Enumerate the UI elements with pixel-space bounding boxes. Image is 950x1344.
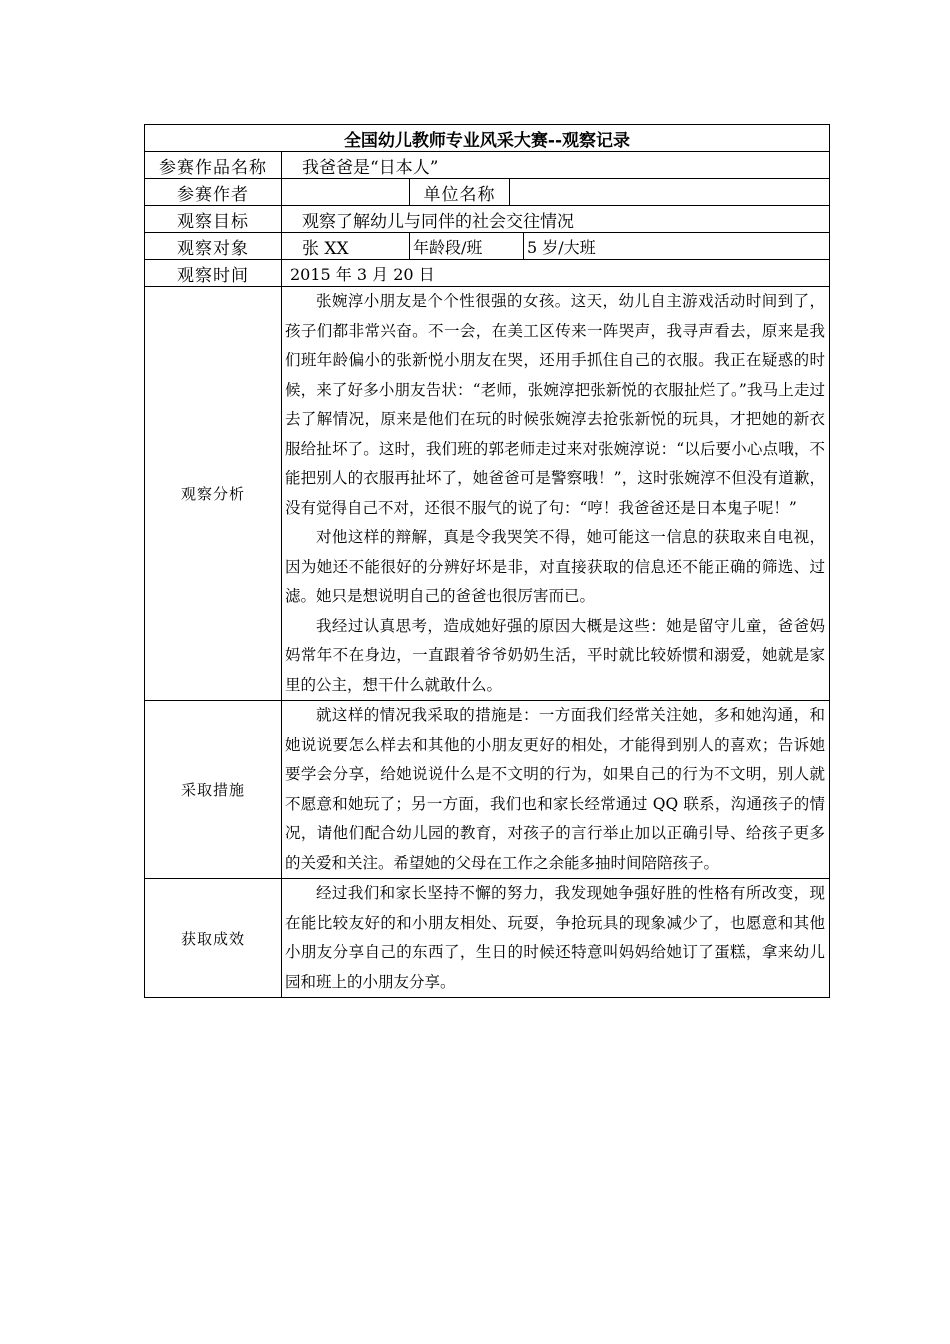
goal-row [145, 206, 830, 233]
observation-record-form [144, 124, 829, 998]
goal-value: 观察了解幼儿与同伴的社会交往情况 [282, 206, 830, 233]
measures-content [282, 701, 830, 879]
results-paragraph: 经过我们和家长坚持不懈的努力，我发现她争强好胜的性格有所改变，现在能比较友好的和小朋友相处、玩耍，争抢玩具的现象减少了，也愿意和其他小朋友分享自己的东西了，生日的时候还特意叫妈妈给她订了蛋糕，拿来幼儿园和班上的小朋友分享。 [285, 884, 826, 991]
measures-row [145, 701, 830, 879]
goal-label: 观察目标 [145, 206, 282, 233]
results-content [282, 879, 830, 998]
analysis-label: 观察分析 [145, 287, 282, 701]
unit-label: 单位名称 [410, 179, 510, 206]
title-row [145, 125, 830, 152]
author-value [282, 179, 410, 206]
time-value: 2015 年 3 月 20 日 [282, 260, 830, 287]
subject-row [145, 233, 830, 260]
measures-paragraph: 就这样的情况我采取的措施是：一方面我们经常关注她，多和她沟通，和她说说要怎么样去和其他的小朋友更好的相处，才能得到别人的喜欢；告诉她要学会分享，给她说说什么是不文明的行为，如果自己的行为不文明，别人就不愿意和她玩了；另一方面，我们也和家长经常通过 QQ 联系，沟通孩子的情况，请他们配合幼儿园的教育，对孩子的言行举止加以正确引导、给孩子更多的关爱和关注。希望她的父母在工作之余能多抽时间陪陪孩子。 [285, 706, 826, 872]
analysis-row [145, 287, 830, 701]
unit-value [510, 179, 830, 206]
form-title: 全国幼儿教师专业风采大赛--观察记录 [145, 125, 830, 152]
time-label: 观察时间 [145, 260, 282, 287]
analysis-paragraph: 我经过认真思考，造成她好强的原因大概是这些：她是留守儿童，爸爸妈妈常年不在身边，一直跟着爷爷奶奶生活，平时就比较娇惯和溺爱，她就是家里的公主，想干什么就敢什么。 [285, 616, 826, 694]
subject-value: 张 XX [282, 233, 410, 260]
work-name-label: 参赛作品名称 [145, 152, 282, 179]
age-class-value: 5 岁/大班 [524, 233, 830, 260]
work-name-row [145, 152, 830, 179]
work-name-value: 我爸爸是“日本人” [282, 152, 830, 179]
results-label: 获取成效 [145, 879, 282, 998]
measures-label: 采取措施 [145, 701, 282, 879]
results-row [145, 879, 830, 998]
time-row [145, 260, 830, 287]
record-table [144, 124, 830, 998]
age-class-label: 年龄段/班 [410, 233, 524, 260]
analysis-paragraph: 对他这样的辩解，真是令我哭笑不得，她可能这一信息的获取来自电视，因为她还不能很好的分辨好坏是非，对直接获取的信息还不能正确的筛选、过滤。她只是想说明自己的爸爸也很厉害而已。 [285, 528, 826, 605]
author-row [145, 179, 830, 206]
subject-label: 观察对象 [145, 233, 282, 260]
author-label: 参赛作者 [145, 179, 282, 206]
analysis-content [282, 287, 830, 701]
analysis-paragraph: 张婉淳小朋友是个个性很强的女孩。这天，幼儿自主游戏活动时间到了，孩子们都非常兴奋。不一会，在美工区传来一阵哭声，我寻声看去，原来是我们班年龄偏小的张新悦小朋友在哭，还用手抓住自己的衣服。我正在疑惑的时候，来了好多小朋友告状：“老师，张婉淳把张新悦的衣服扯烂了。”我马上走过去了解情况，原来是他们在玩的时候张婉淳去抢张新悦的玩具，才把她的新衣服给扯坏了。这时，我们班的郭老师走过来对张婉淳说：“以后要小心点哦，不能把别人的衣服再扯坏了，她爸爸可是警察哦！”，这时张婉淳不但没有道歉，没有觉得自己不对，还很不服气的说了句：“哼！我爸爸还是日本鬼子呢！” [285, 292, 826, 517]
